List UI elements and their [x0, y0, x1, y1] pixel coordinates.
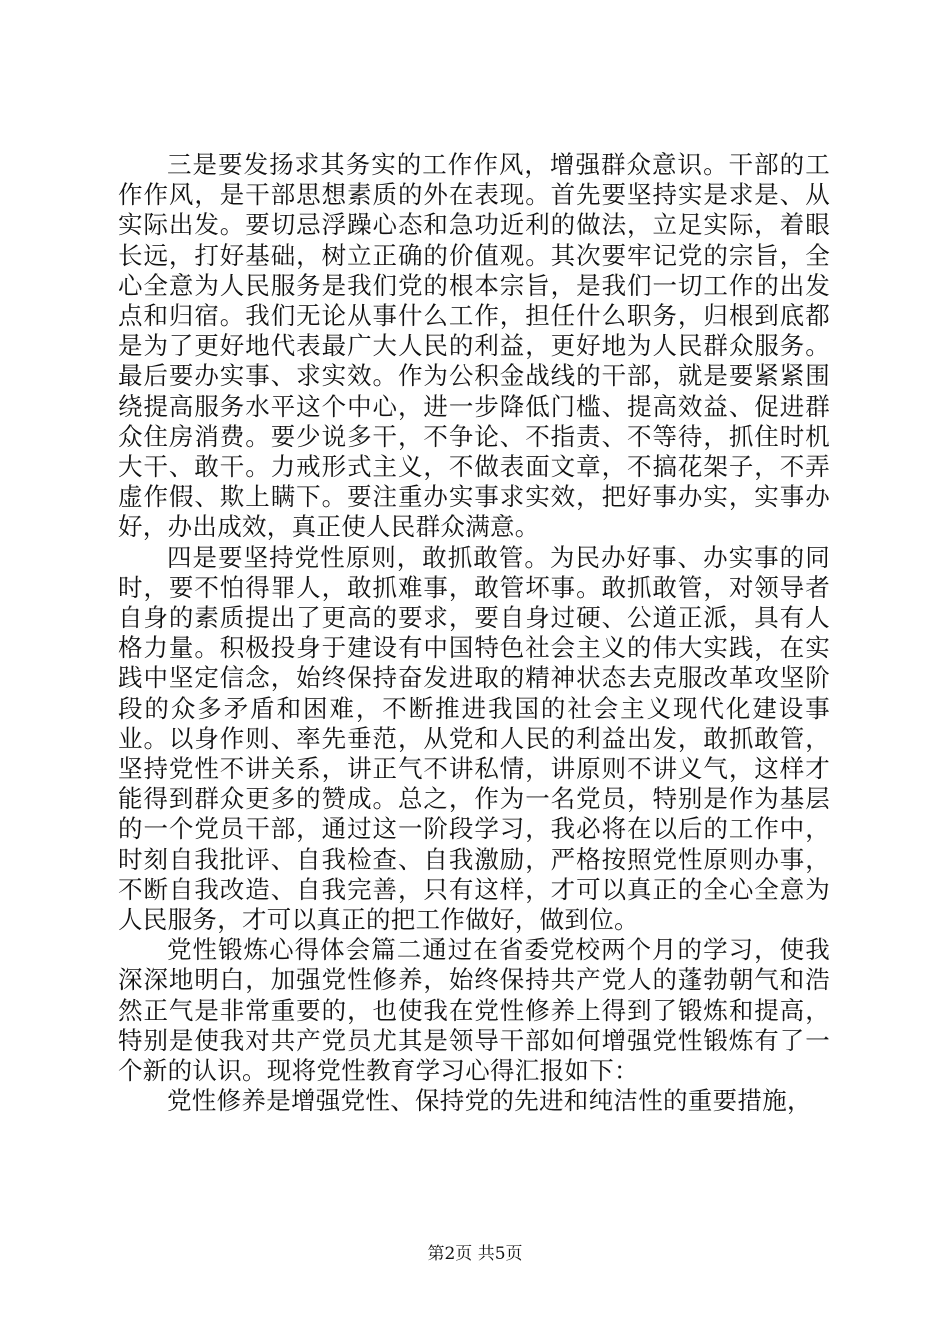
paragraph-part-two-intro: 党性锻炼心得体会篇二通过在省委党校两个月的学习，使我深深地明白，加强党性修养，始终保持共产党人的蓬勃朝气和浩然正气是非常重要的，也使我在党性修养上得到了锻炼和提高，特别是使我对共产党员尤其是领导干部如何增强党性锻炼有了一个新的认识。现将党性教育学习心得汇报如下： — [118, 935, 830, 1086]
paragraph-party-principle: 四是要坚持党性原则，敢抓敢管。为民办好事、办实事的同时，要不怕得罪人，敢抓难事，敢管坏事。敢抓敢管，对领导者自身的素质提出了更高的要求，要自身过硬、公道正派，具有人格力量。积极投身于建设有中国特色社会主义的伟大实践，在实践中坚定信念，始终保持奋发进取的精神状态去克服改革攻坚阶段的众多矛盾和困难，不断推进我国的社会主义现代化建设事业。以身作则、率先垂范，从党和人民的利益出发，敢抓敢管，坚持党性不讲关系，讲正气不讲私情，讲原则不讲义气，这样才能得到群众更多的赞成。总之，作为一名党员，特别是作为基层的一个党员干部，通过这一阶段学习，我必将在以后的工作中，时刻自我批评、自我检查、自我激励，严格按照党性原则办事，不断自我改造、自我完善，只有这样，才可以真正的全心全意为人民服务，才可以真正的把工作做好，做到位。 — [118, 542, 830, 935]
document-body — [118, 150, 830, 1117]
page-number: 第2页 共5页 — [427, 1244, 523, 1264]
paragraph-work-style: 三是要发扬求其务实的工作作风，增强群众意识。干部的工作作风，是干部思想素质的外在表现。首先要坚持实是求是、从实际出发。要切忌浮躁心态和急功近利的做法，立足实际，着眼长远，打好基础，树立正确的价值观。其次要牢记党的宗旨，全心全意为人民服务是我们党的根本宗旨，是我们一切工作的出发点和归宿。我们无论从事什么工作，担任什么职务，归根到底都是为了更好地代表最广大人民的利益，更好地为人民群众服务。最后要办实事、求实效。作为公积金战线的干部，就是要紧紧围绕提高服务水平这个中心，进一步降低门槛、提高效益、促进群众住房消费。要少说多干，不争论、不指责、不等待，抓住时机大干、敢干。力戒形式主义，不做表面文章，不搞花架子，不弄虚作假、欺上瞒下。要注重办实事求实效，把好事办实，实事办好，办出成效，真正使人民群众满意。 — [118, 150, 830, 542]
paragraph-party-cultivation: 党性修养是增强党性、保持党的先进和纯洁性的重要措施， — [167, 1086, 812, 1116]
page-footer — [0, 1243, 950, 1265]
